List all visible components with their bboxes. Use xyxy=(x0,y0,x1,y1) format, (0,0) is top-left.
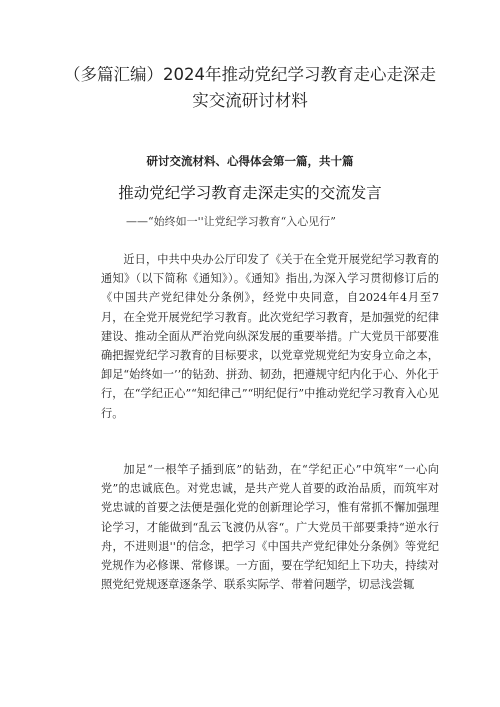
speech-title: 推动党纪学习教育走深走实的交流发言 xyxy=(118,184,382,202)
section-label: 研讨交流材料、心得体会第一篇，共十篇 xyxy=(146,154,354,168)
body-paragraph-1: 近日，中共中央办公厅印发了《关于在全党开展党纪学习教育的通知》（以下简称《通知》）。《通知》指出,为深入学习贯彻修订后的《中国共产党纪律处分条例》，经党中央同意，自2024年4月至7月，在全党开展党纪学习教育。此次党纪学习教育，是加强党的纪律建设、推动全面从严治党向纵深发展的重要举措。广大党员干部要准确把握党纪学习教育的目标要求，以党章党规党纪为安身立命之本，卸足“始终如一’’的钻劲、拼劲、韧劲，把遵规守纪内化于心、外化于行，在“学纪正心”“知纪律己”“明纪促行”中推动党纪学习教育入心见行。 xyxy=(101,253,439,420)
document-title xyxy=(60,62,440,114)
document-title-line-1: （多篇汇编）2024年推动党纪学习教育走心走深走 xyxy=(64,65,436,84)
document-title-line-2: 实交流研讨材料 xyxy=(192,91,308,110)
body-paragraph-2: 加足“一根竿子插到底”的钻劲，在“学纪正心”中筑牢“一心向党”的忠诚底色。对党忠诚，是共产党人首要的政治品质，而筑牢对党忠诚的首要之法便是强化党的创新理论学习，惟有常抓不懈加强理论学习，才能做到“乱云飞渡仍从容“。广大党员干部要秉持“逆水行舟，不进则退''的信念，把学习《中国共产党纪律处分条例》等党纪党规作为必修课、常修课。一方面，要在学纪知纪上下功夫，持续对照党纪党规逐章逐条学、联系实际学、带着问题学，切忌浅尝辄 xyxy=(101,463,439,592)
speech-subtitle: ——“始终如一''让党纪学习教育“入心见行” xyxy=(126,215,336,228)
